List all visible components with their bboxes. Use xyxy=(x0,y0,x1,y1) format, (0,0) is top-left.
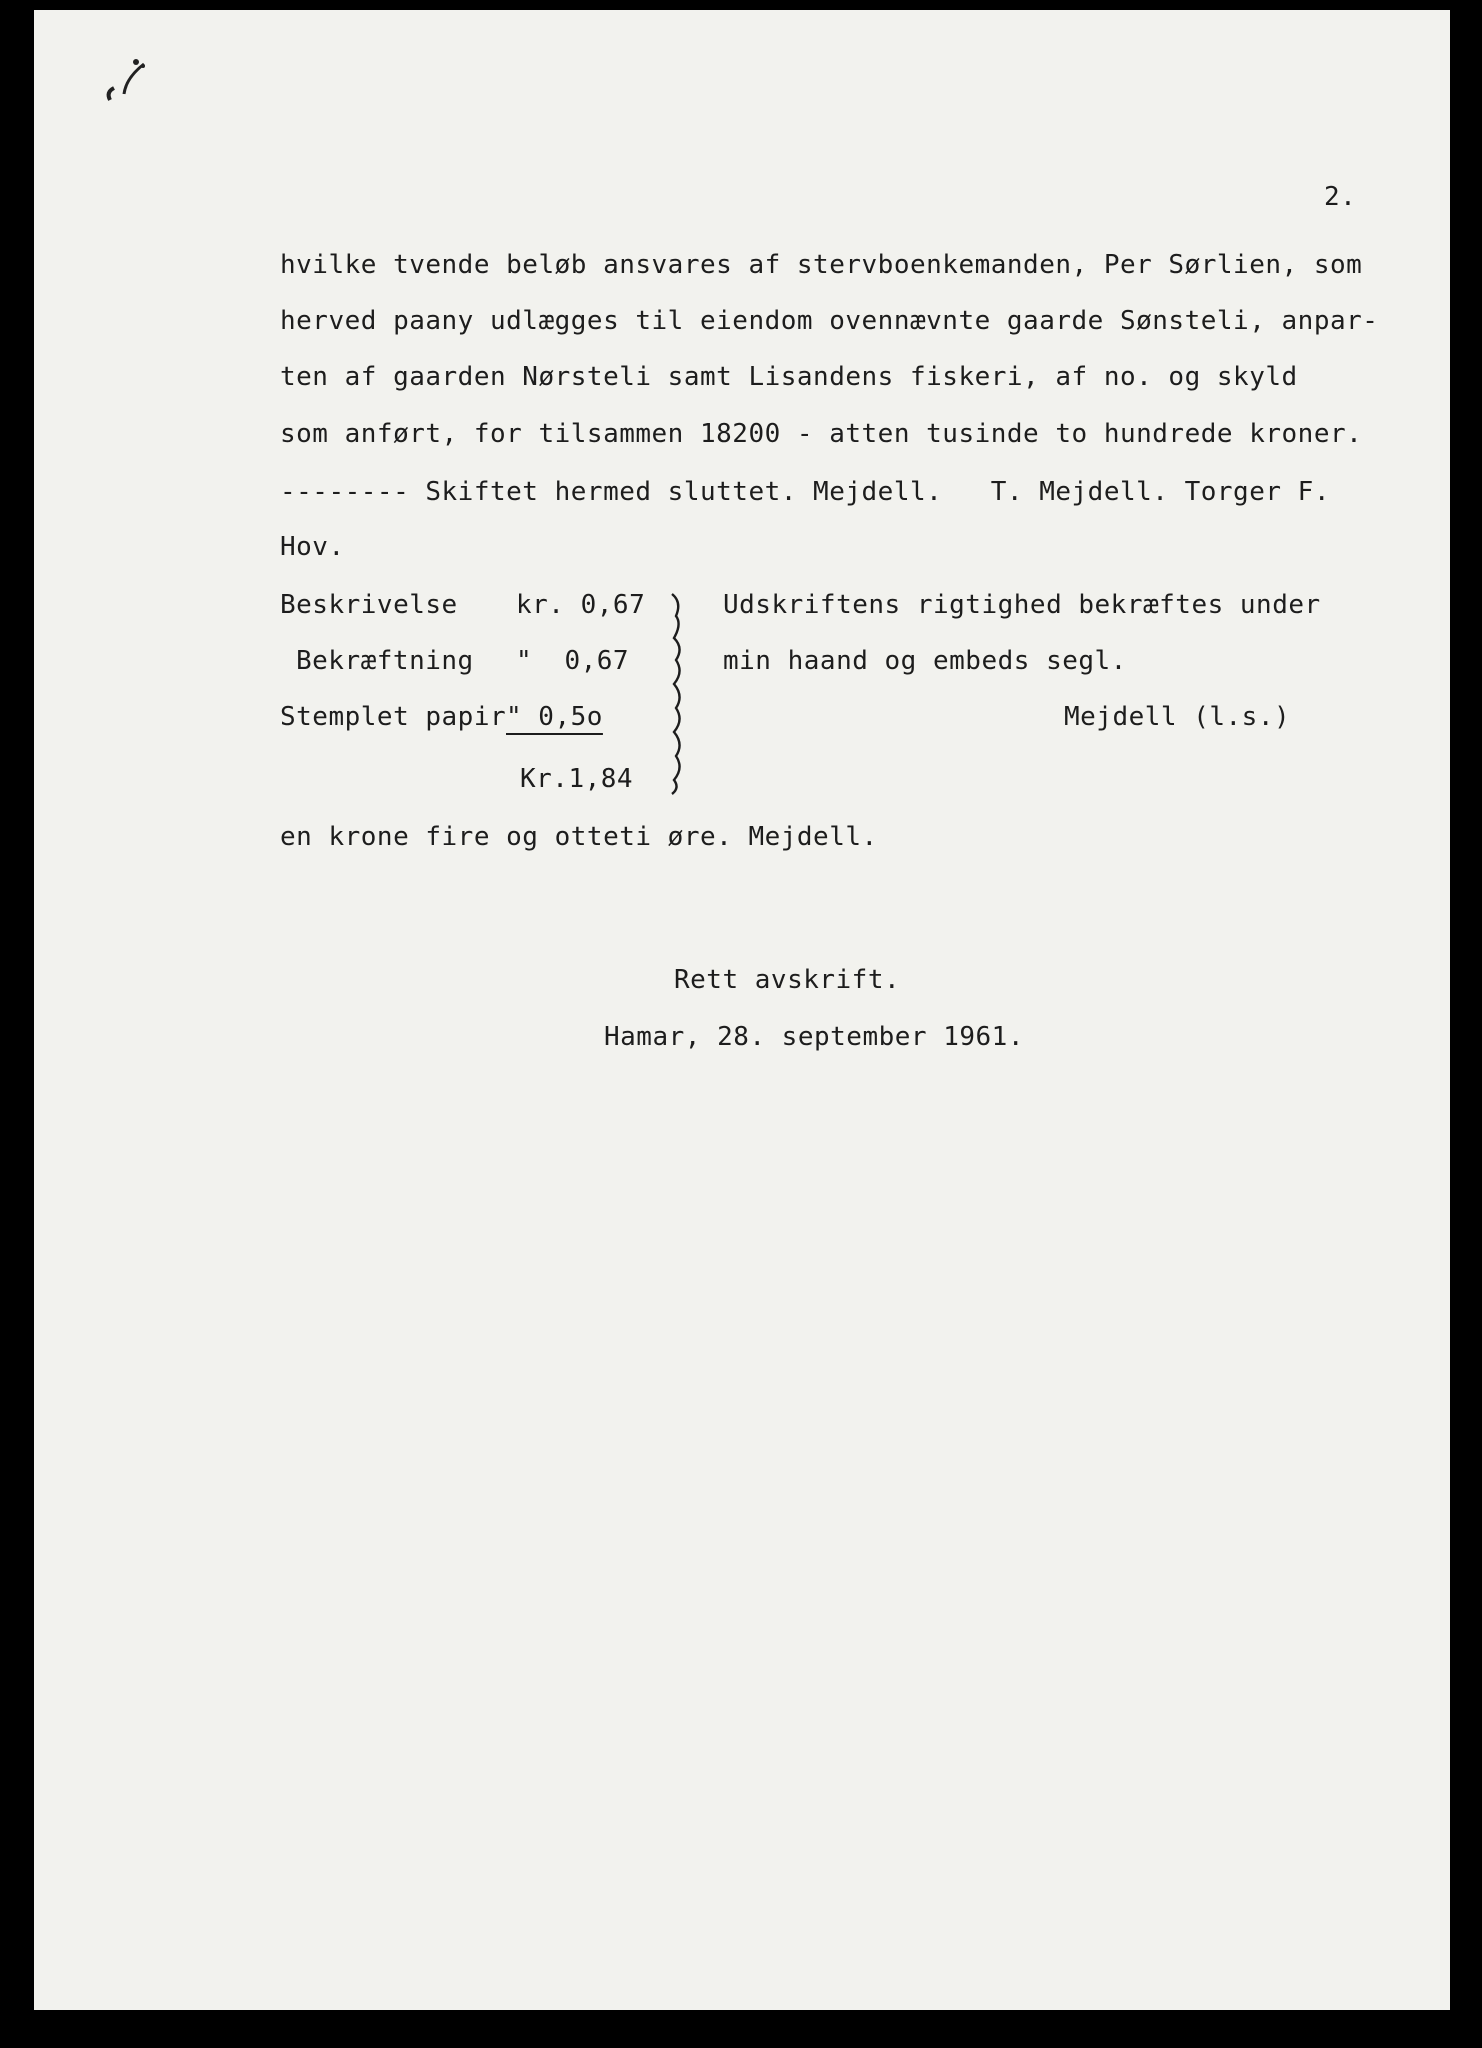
fee-label: Beskrivelse xyxy=(280,590,458,620)
copy-note: Rett avskrift. xyxy=(674,965,901,995)
document-page xyxy=(34,10,1450,2010)
fee-label: Stemplet papir xyxy=(280,702,507,732)
body-line: -------- Skiftet hermed sluttet. Mejdell. T. Mejdell. Torger F. xyxy=(280,477,1330,507)
certification-line: Udskriftens rigtighed bekræftes under xyxy=(723,590,1321,620)
fee-amount: " 0,5o xyxy=(506,702,603,732)
fee-amount: kr. 0,67 xyxy=(516,590,646,620)
certification-signature: Mejdell (l.s.) xyxy=(1064,702,1291,732)
body-line: Hov. xyxy=(280,532,345,562)
fee-total: Kr.1,84 xyxy=(520,764,634,794)
body-line: hvilke tvende beløb ansvares af stervboenkemanden, Per Sørlien, som xyxy=(280,250,1363,280)
body-line: som anført, for tilsammen 18200 - atten tusinde to hundrede kroner. xyxy=(280,419,1363,449)
amount-in-words: en krone fire og otteti øre. Mejdell. xyxy=(280,822,878,852)
body-line: herved paany udlægges til eiendom ovennævnte gaarde Sønsteli, anpar- xyxy=(280,306,1379,336)
place-date: Hamar, 28. september 1961. xyxy=(604,1022,1024,1052)
fee-label: Bekræftning xyxy=(296,646,474,676)
certification-line: min haand og embeds segl. xyxy=(723,646,1127,676)
page-number: 2. xyxy=(1324,182,1357,212)
fee-amount: " 0,67 xyxy=(516,646,630,676)
brace-bracket-icon xyxy=(666,588,696,798)
ink-mark-icon xyxy=(96,52,154,112)
body-line: ten af gaarden Nørsteli samt Lisandens fiskeri, af no. og skyld xyxy=(280,362,1298,392)
